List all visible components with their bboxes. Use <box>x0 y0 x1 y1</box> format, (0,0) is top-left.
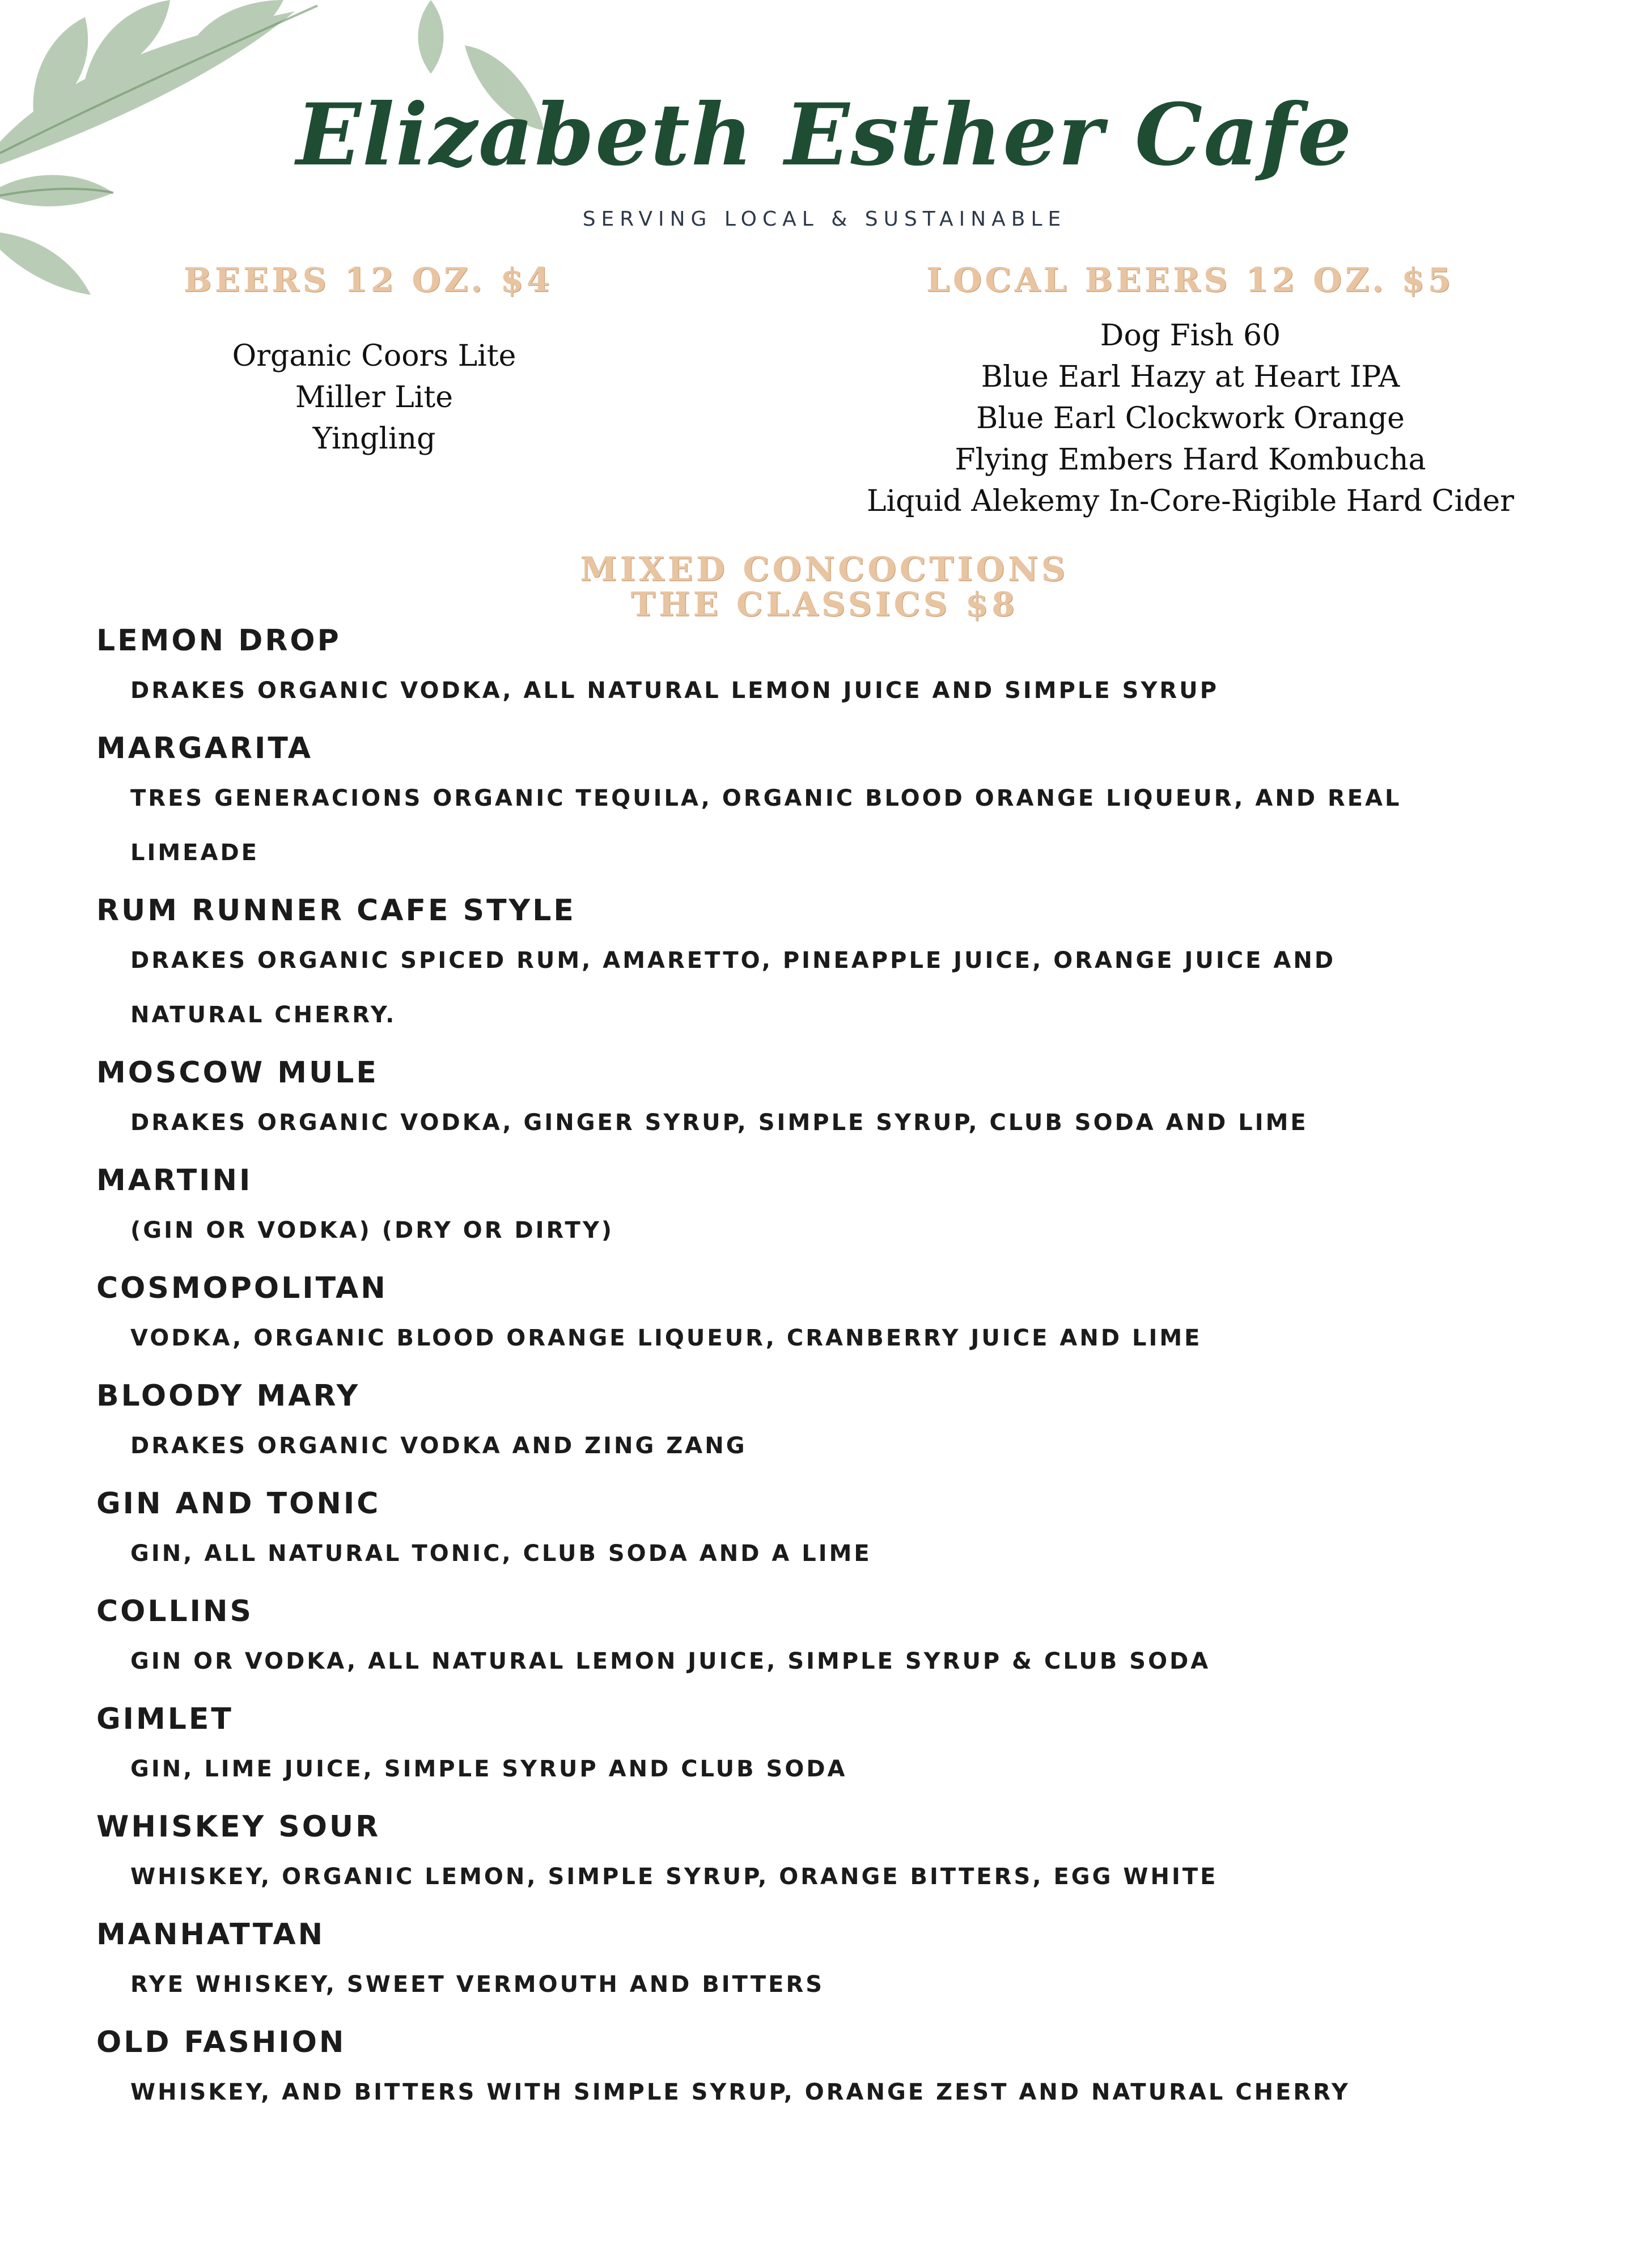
list-item <box>96 1266 1570 1365</box>
drink-description: DRAKES ORGANIC SPICED RUM, AMARETTO, PINEAPPLE JUICE, ORANGE JUICE AND NATURAL CHERRY. <box>130 947 1336 1028</box>
drink-name: MOSCOW MULE <box>96 1056 379 1090</box>
list-item <box>96 618 1570 718</box>
list-item <box>96 1912 1570 2012</box>
drink-description: DRAKES ORGANIC VODKA AND ZING ZANG <box>130 1433 747 1459</box>
drink-name: MANHATTAN <box>96 1918 325 1952</box>
drink-name: RUM RUNNER CAFE STYLE <box>96 894 576 928</box>
tagline: SERVING LOCAL & SUSTAINABLE <box>582 208 1067 231</box>
list-item: Blue Earl Hazy at Heart IPA <box>981 360 1400 394</box>
mixed-heading: MIXED CONCOCTIONS <box>580 550 1069 589</box>
drink-description: TRES GENERACIONS ORGANIC TEQUILA, ORGANIC BLOOD ORANGE LIQUEUR, AND REAL LIMEADE <box>130 785 1402 866</box>
drink-name: WHISKEY SOUR <box>96 1810 381 1844</box>
list-item <box>96 1481 1570 1581</box>
list-item <box>96 1804 1570 1904</box>
drink-description: WHISKEY, AND BITTERS WITH SIMPLE SYRUP, ORANGE ZEST AND NATURAL CHERRY <box>130 2079 1350 2105</box>
drink-name: LEMON DROP <box>96 624 341 658</box>
drink-description: DRAKES ORGANIC VODKA, ALL NATURAL LEMON JUICE AND SIMPLE SYRUP <box>130 678 1219 704</box>
drink-name: MARGARITA <box>96 731 313 765</box>
list-item: Dog Fish 60 <box>1100 319 1281 353</box>
drink-description: DRAKES ORGANIC VODKA, GINGER SYRUP, SIMPLE SYRUP, CLUB SODA AND LIME <box>130 1110 1308 1136</box>
drink-description: WHISKEY, ORGANIC LEMON, SIMPLE SYRUP, ORANGE BITTERS, EGG WHITE <box>130 1864 1218 1890</box>
list-item: Organic Coors Lite <box>232 339 516 373</box>
drink-description: RYE WHISKEY, SWEET VERMOUTH AND BITTERS <box>130 1971 825 1998</box>
local-beers-list <box>839 315 1542 522</box>
list-item <box>96 1373 1570 1473</box>
list-item <box>96 888 1570 1042</box>
list-item: Blue Earl Clockwork Orange <box>976 401 1405 435</box>
beers-heading: BEERS 12 OZ. $4 <box>184 261 553 299</box>
drinks-list <box>96 618 1570 2127</box>
mixed-subheading: THE CLASSICS $8 <box>631 585 1018 624</box>
drink-description: GIN OR VODKA, ALL NATURAL LEMON JUICE, SIMPLE SYRUP & CLUB SODA <box>130 1648 1211 1674</box>
beers-list <box>113 336 635 460</box>
drink-description: GIN, ALL NATURAL TONIC, CLUB SODA AND A LIME <box>130 1541 872 1567</box>
list-item <box>96 1050 1570 1150</box>
drink-name: BLOODY MARY <box>96 1379 361 1413</box>
list-item <box>96 1696 1570 1796</box>
local-beers-heading: LOCAL BEERS 12 OZ. $5 <box>926 261 1455 299</box>
drink-description: VODKA, ORGANIC BLOOD ORANGE LIQUEUR, CRANBERRY JUICE AND LIME <box>130 1325 1202 1351</box>
list-item <box>96 726 1570 880</box>
drink-description: (GIN OR VODKA) (DRY OR DIRTY) <box>130 1217 614 1243</box>
cafe-title: Elizabeth Esther Cafe <box>296 85 1353 185</box>
list-item: Liquid Alekemy In-Core-Rigible Hard Cider <box>866 484 1515 518</box>
drink-name: OLD FASHION <box>96 2025 346 2059</box>
list-item <box>96 1589 1570 1689</box>
list-item <box>96 2020 1570 2119</box>
list-item: Flying Embers Hard Kombucha <box>955 443 1426 477</box>
drink-name: MARTINI <box>96 1163 253 1198</box>
list-item: Yingling <box>312 422 436 456</box>
drink-name: GIN AND TONIC <box>96 1487 381 1521</box>
drink-name: GIMLET <box>96 1702 234 1736</box>
list-item <box>96 1158 1570 1258</box>
drink-name: COLLINS <box>96 1594 253 1628</box>
list-item: Miller Lite <box>295 380 453 414</box>
drink-name: COSMOPOLITAN <box>96 1271 388 1305</box>
drink-description: GIN, LIME JUICE, SIMPLE SYRUP AND CLUB SODA <box>130 1756 847 1782</box>
